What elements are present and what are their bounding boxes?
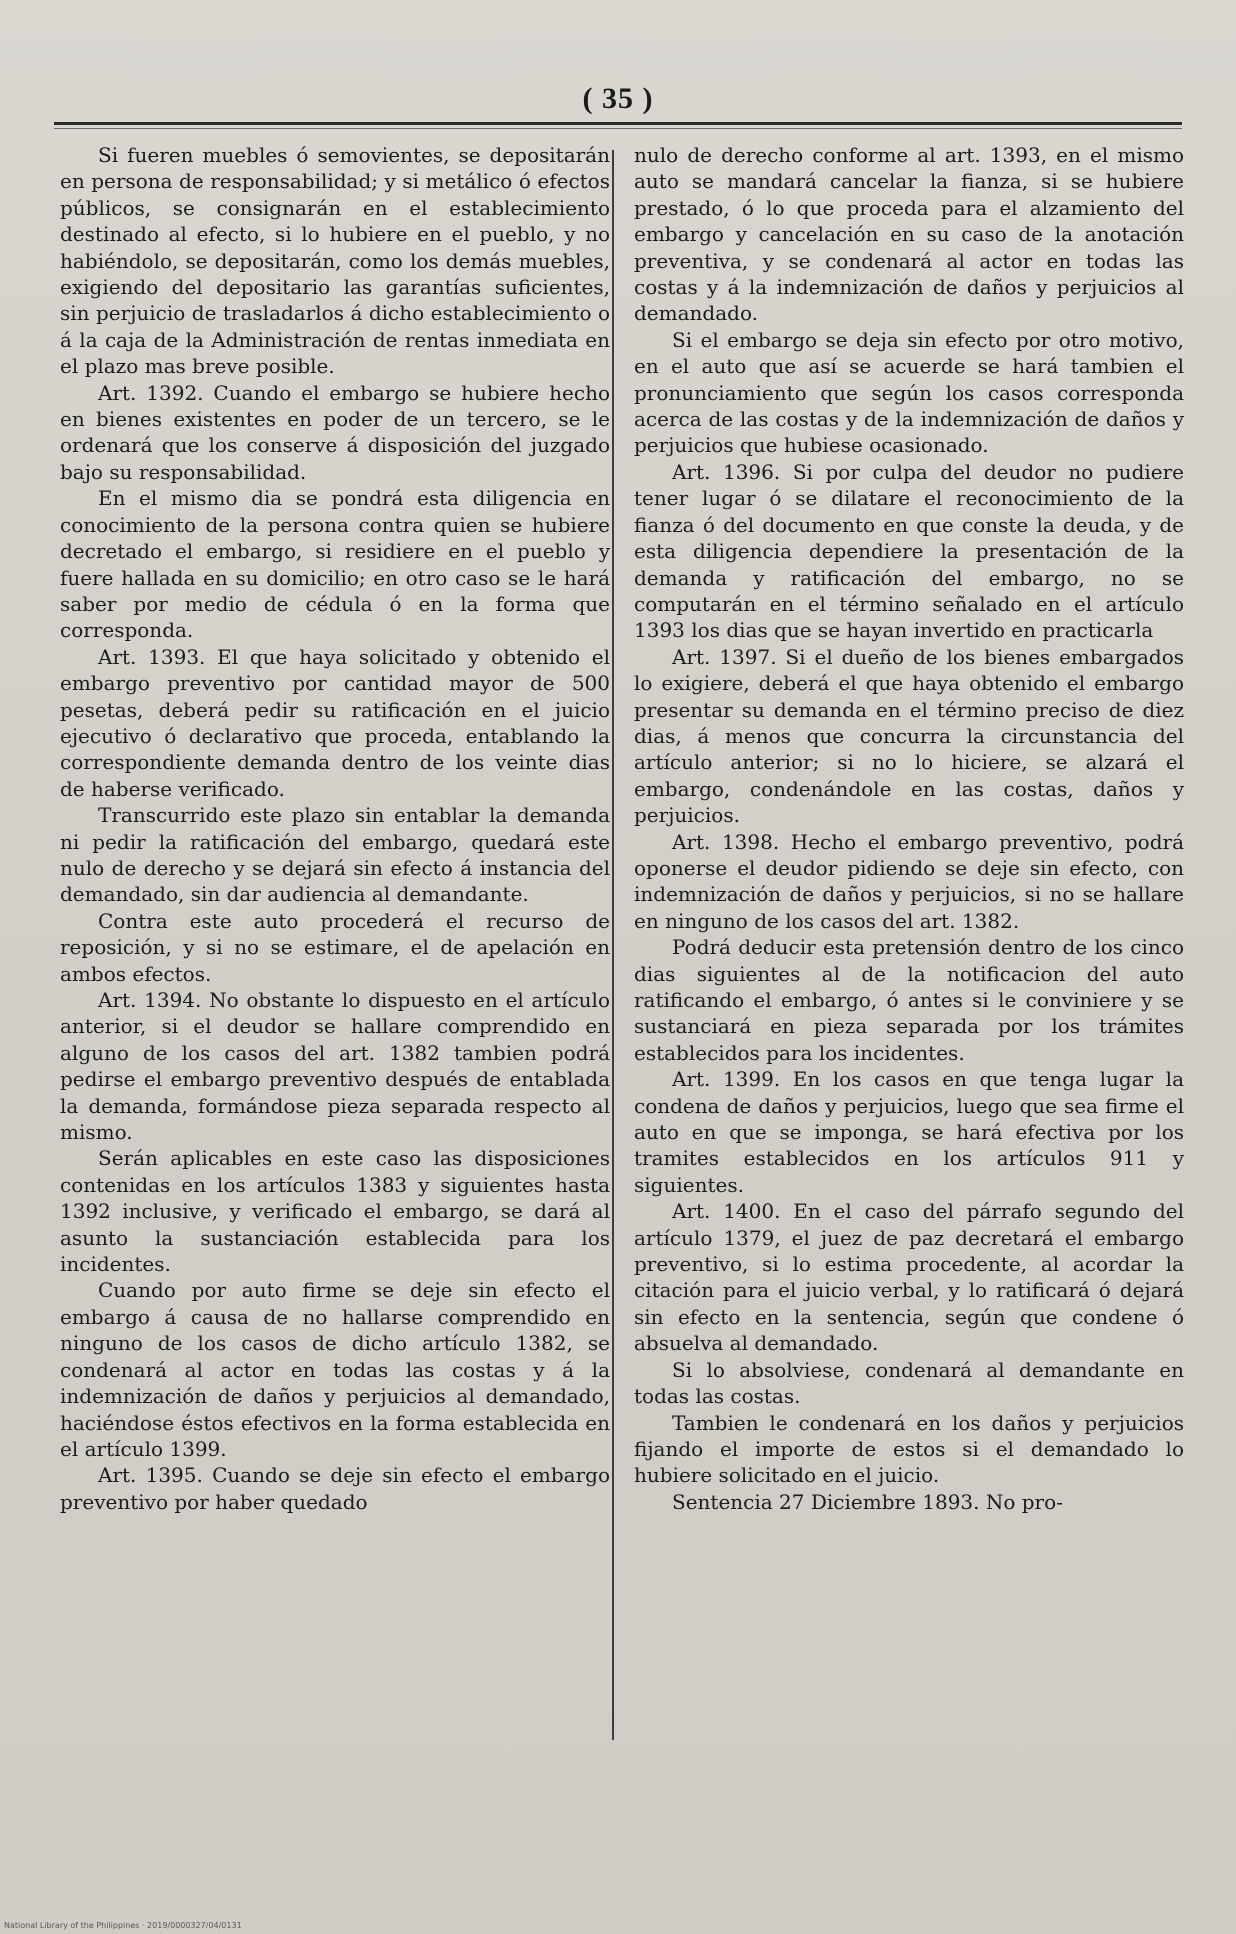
- library-credit: National Library of the Philippines · 2019/0000327/04/0131: [4, 1921, 242, 1930]
- left-column: [60, 142, 610, 1515]
- paragraph: Art. 1395. Cuando se deje sin efecto el embargo preventivo por haber quedado: [60, 1463, 610, 1514]
- paragraph: Art. 1400. En el caso del párrafo segundo del artículo 1379, el juez de paz decretará el embargo preventivo, si lo estima procedente, al acordar la citación para el juicio verbal, y lo ratificará ó dejará sin efecto en la sentencia, según que condene ó absuelva al demandado.: [634, 1199, 1184, 1356]
- paragraph: Art. 1393. El que haya solicitado y obtenido el embargo preventivo por cantidad mayor de 500 pesetas, deberá pedir su ratificación en el juicio ejecutivo ó declarativo que proceda, entablando la correspondiente demanda dentro de los veinte dias de haberse verificado.: [60, 644, 610, 801]
- paragraph: Tambien le condenará en los daños y perjuicios fijando el importe de estos si el demandado lo hubiere solicitado en el juicio.: [634, 1410, 1184, 1488]
- header-rule-thin: [54, 128, 1182, 129]
- paragraph: Art. 1398. Hecho el embargo preventivo, podrá oponerse el deudor pidiendo se deje sin efecto, con indemnización de daños y perjuicios, si no se hallare en ninguno de los casos del art. 1382.: [634, 829, 1184, 933]
- paragraph: Si fueren muebles ó semovientes, se depositarán en persona de responsabilidad; y si metálico ó efectos públicos, se consignarán en el establecimiento destinado al efecto, si lo hubiere en el pueblo, y no habiéndolo, se depositarán, como los demás muebles, exigiendo del depositario las garantías suficientes, sin perjuicio de trasladarlos á dicho establecimiento o á la caja de la Administración de rentas inmediata en el plazo mas breve posible.: [60, 143, 610, 379]
- paragraph: Art. 1392. Cuando el embargo se hubiere hecho en bienes existentes en poder de un tercero, se le ordenará que los conserve á disposición del juzgado bajo su responsabilidad.: [60, 380, 610, 484]
- paragraph: Art. 1396. Si por culpa del deudor no pudiere tener lugar ó se dilatare el reconocimiento de la fianza ó del documento en que conste la deuda, y de esta diligencia dependiere la presentación de la demanda y ratificación del embargo, no se computarán en el término señalado en el artículo 1393 los dias que se hayan invertido en practicarla: [634, 459, 1184, 643]
- header-rule: [54, 122, 1182, 125]
- paragraph: Sentencia 27 Diciembre 1893. No pro-: [672, 1489, 1063, 1514]
- paragraph: Cuando por auto firme se deje sin efecto el embargo á causa de no hallarse comprendido en ninguno de los casos de dicho artículo 1382, se condenará al actor en todas las costas y á la indemnización de daños y perjuicios al demandado, haciéndose éstos efectivos en la forma establecida en el artículo 1399.: [60, 1278, 610, 1461]
- paragraph: Podrá deducir esta pretensión dentro de los cinco dias siguientes al de la notificacion del auto ratificando el embargo, ó antes si le conviniere y se sustanciará en pieza separada por los trámites establecidos para los incidentes.: [634, 935, 1184, 1065]
- paragraph: Si el embargo se deja sin efecto por otro motivo, en el auto que así se acuerde se hará tambien el pronunciamiento que según los casos corresponda acerca de las costas y de la indemnización de daños y perjuicios que hubiese ocasionado.: [634, 327, 1184, 458]
- right-column: [634, 142, 1184, 1515]
- paragraph: Art. 1394. No obstante lo dispuesto en el artículo anterior, si el deudor se hallare comprendido en alguno de los casos del art. 1382 tambien podrá pedirse el embargo preventivo después de entablada la demanda, formándose pieza separada respecto al mismo.: [60, 988, 610, 1145]
- paragraph: nulo de derecho conforme al art. 1393, en el mismo auto se mandará cancelar la fianza, si se hubiere prestado, ó lo que proceda para el alzamiento del embargo y cancelación en su caso de la anotación preventiva, y se condenará al actor en todas las costas y á la indemnización de daños y perjuicios al demandado.: [634, 143, 1184, 326]
- paragraph: Contra este auto procederá el recurso de reposición, y si no se estimare, el de apelación en ambos efectos.: [60, 908, 610, 986]
- paragraph: Transcurrido este plazo sin entablar la demanda ni pedir la ratificación del embargo, quedará este nulo de derecho y se dejará sin efecto á instancia del demandado, sin dar audiencia al demandante.: [60, 803, 610, 907]
- page-number: ( 35 ): [582, 82, 654, 115]
- column-divider: [612, 150, 614, 1740]
- paragraph: Serán aplicables en este caso las disposiciones contenidas en los artículos 1383 y siguientes hasta 1392 inclusive, y verificado el embargo, se dará al asunto la sustanciación establecida para los incidentes.: [60, 1146, 610, 1277]
- paragraph: Art. 1397. Si el dueño de los bienes embargados lo exigiere, deberá el que haya obtenido el embargo presentar su demanda en el término preciso de diez dias, á menos que concurra la circunstancia del artículo anterior; si no lo hiciere, se alzará el embargo, condenándole en las costas, daños y perjuicios.: [634, 644, 1184, 828]
- paragraph: En el mismo dia se pondrá esta diligencia en conocimiento de la persona contra quien se hubiere decretado el embargo, si residiere en el pueblo y fuere hallada en su domicilio; en otro caso se le hará saber por medio de cédula ó en la forma que corresponda.: [60, 486, 610, 643]
- paragraph: Art. 1399. En los casos en que tenga lugar la condena de daños y perjuicios, luego que sea firme el auto en que se imponga, se hará efectiva por los tramites establecidos en los artículos 911 y siguientes.: [634, 1067, 1184, 1197]
- paragraph: Si lo absolviese, condenará al demandante en todas las costas.: [634, 1357, 1184, 1409]
